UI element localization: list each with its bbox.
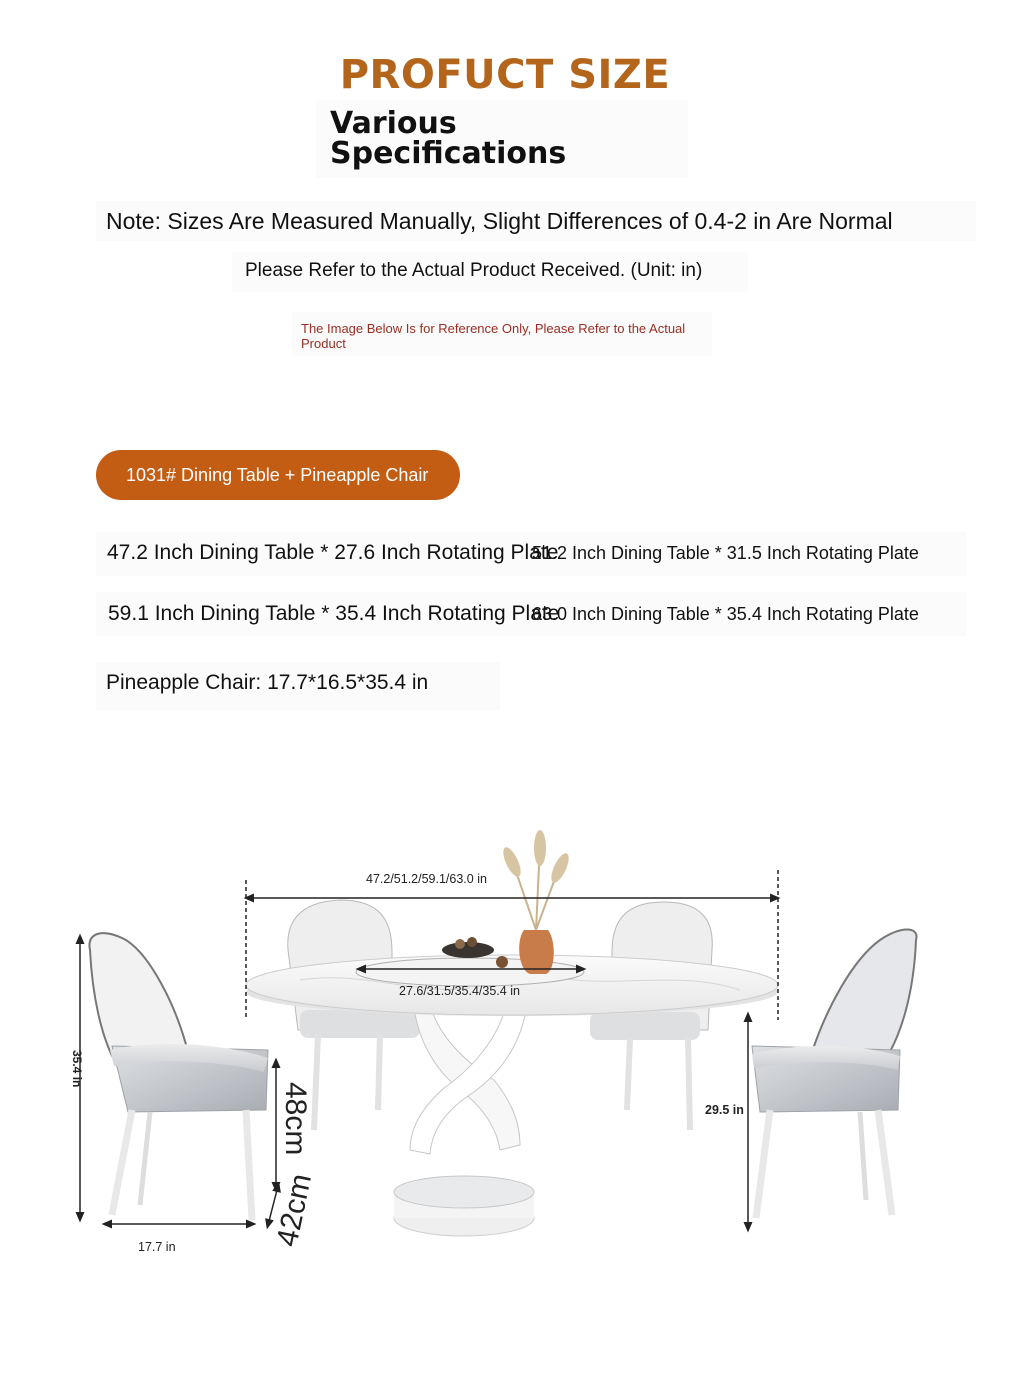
table-base (394, 1005, 534, 1236)
spec-item: 47.2 Inch Dining Table * 27.6 Inch Rotating Plate (107, 541, 559, 564)
spec-item: 63.0 Inch Dining Table * 35.4 Inch Rotating Plate (532, 604, 919, 624)
chair-height-label: 35.4 in (70, 1050, 84, 1088)
reference-note: The Image Below Is for Reference Only, Please Refer to the Actual Product (292, 312, 712, 356)
front-left-chair (89, 933, 268, 1220)
plate-diameter-label: 27.6/31.5/35.4/35.4 in (399, 984, 520, 998)
vase-decoration (500, 830, 572, 974)
spec-item: 51.2 Inch Dining Table * 31.5 Inch Rotating Plate (532, 543, 919, 563)
spec-item: 59.1 Inch Dining Table * 35.4 Inch Rotating Plate (108, 602, 560, 625)
table-height-label: 29.5 in (705, 1103, 744, 1117)
chair-spec: Pineapple Chair: 17.7*16.5*35.4 in (106, 671, 429, 694)
product-diagram (0, 820, 1010, 1280)
seat-height-label: 48cm (279, 1082, 312, 1156)
subtitle-line-2: Specifications (330, 136, 567, 171)
chair-width-label: 17.7 in (138, 1240, 176, 1254)
seat-depth-label: 42cm (270, 1170, 319, 1250)
subtitle-line-1: Various (330, 106, 457, 141)
unit-note: Please Refer to the Actual Product Received. (Unit: in) (232, 252, 748, 292)
back-right-chair (590, 902, 712, 1130)
front-right-chair (752, 930, 917, 1219)
subtitle-block (316, 100, 688, 178)
model-label: 1031# Dining Table + Pineapple Chair (96, 450, 460, 500)
table-length-label: 47.2/51.2/59.1/63.0 in (366, 872, 487, 886)
page-title: PROFUCT SIZE (339, 52, 671, 98)
measurement-note: Note: Sizes Are Measured Manually, Slight Differences of 0.4-2 in Are Normal (96, 201, 976, 241)
